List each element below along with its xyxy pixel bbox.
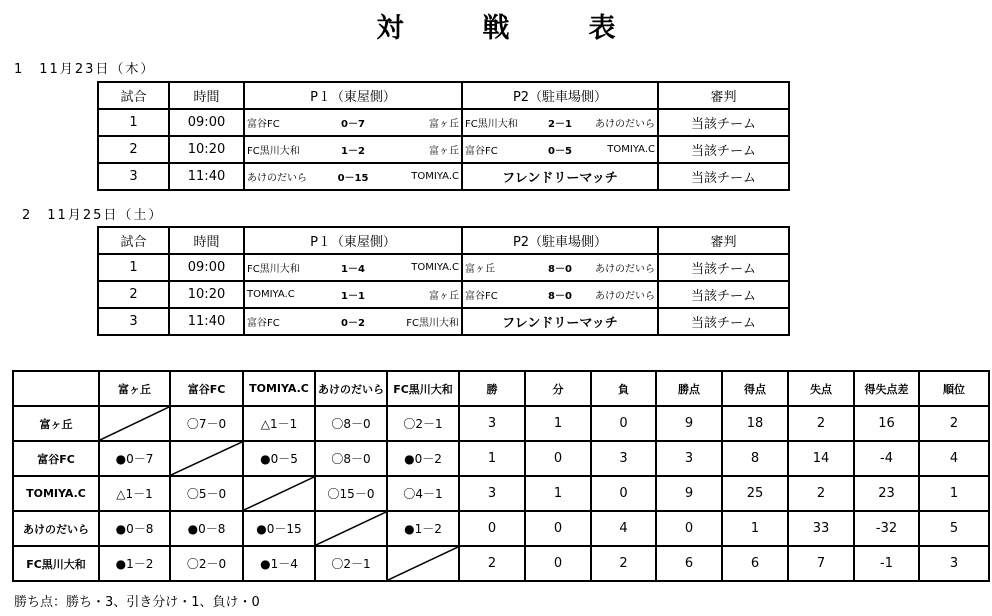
result-cell: ●1－2 bbox=[99, 546, 170, 581]
stat-goal-diff: -1 bbox=[854, 546, 919, 581]
stat-goal-diff: 16 bbox=[854, 406, 919, 441]
day1-label: 1 11月23日（木） bbox=[14, 62, 156, 77]
row-team: 富谷FC bbox=[13, 441, 99, 476]
score: 2－1 bbox=[548, 119, 572, 130]
match-time: 09:00 bbox=[169, 109, 244, 136]
match-no: 2 bbox=[98, 136, 169, 163]
match-time: 10:20 bbox=[169, 136, 244, 163]
stat-draws: 0 bbox=[525, 546, 591, 581]
stat-goal-diff: -32 bbox=[854, 511, 919, 546]
stat-goal-diff: -4 bbox=[854, 441, 919, 476]
away-team: 富ヶ丘 bbox=[429, 291, 459, 302]
stat-losses: 3 bbox=[591, 441, 656, 476]
standings-row bbox=[13, 406, 989, 441]
standings-row bbox=[13, 511, 989, 546]
stat-points: 0 bbox=[656, 511, 722, 546]
match-no: 2 bbox=[98, 281, 169, 308]
result-cell: 〇4－1 bbox=[387, 476, 459, 511]
stat-wins: 2 bbox=[459, 546, 525, 581]
stat-wins: 1 bbox=[459, 441, 525, 476]
stat-goals-against: 14 bbox=[788, 441, 854, 476]
referee: 当該チーム bbox=[658, 163, 789, 190]
header-p1: P１（東屋側） bbox=[244, 227, 462, 254]
stat-wins: 0 bbox=[459, 511, 525, 546]
home-team: TOMIYA.C bbox=[247, 289, 295, 300]
col-goal-diff: 得失点差 bbox=[854, 371, 919, 406]
stat-goals-for: 25 bbox=[722, 476, 788, 511]
stat-goals-against: 33 bbox=[788, 511, 854, 546]
stat-draws: 0 bbox=[525, 511, 591, 546]
standings-header-row bbox=[13, 371, 989, 406]
stat-losses: 4 bbox=[591, 511, 656, 546]
p1-match bbox=[244, 281, 462, 308]
away-team: あけのだいら bbox=[595, 119, 655, 130]
p2-match bbox=[462, 136, 658, 163]
col-draws: 分 bbox=[525, 371, 591, 406]
referee: 当該チーム bbox=[658, 136, 789, 163]
score: 8－0 bbox=[548, 264, 572, 275]
result-cell: ●1－4 bbox=[243, 546, 315, 581]
col-rank: 順位 bbox=[919, 371, 989, 406]
match-no: 1 bbox=[98, 109, 169, 136]
home-team: FC黒川大和 bbox=[247, 264, 300, 275]
referee: 当該チーム bbox=[658, 308, 789, 335]
referee: 当該チーム bbox=[658, 254, 789, 281]
match-no: 1 bbox=[98, 254, 169, 281]
result-cell: 〇5－0 bbox=[170, 476, 243, 511]
score: 0－15 bbox=[337, 173, 369, 184]
col-team: TOMIYA.C bbox=[243, 371, 315, 406]
home-team: 富ヶ丘 bbox=[465, 264, 495, 275]
match-time: 09:00 bbox=[169, 254, 244, 281]
stat-draws: 1 bbox=[525, 476, 591, 511]
away-team: 富ヶ丘 bbox=[429, 146, 459, 157]
stat-points: 9 bbox=[656, 406, 722, 441]
stat-goals-for: 6 bbox=[722, 546, 788, 581]
result-cell: ●0－7 bbox=[99, 441, 170, 476]
result-cell: 〇7－0 bbox=[170, 406, 243, 441]
away-team: 富ヶ丘 bbox=[429, 119, 459, 130]
self-cell bbox=[99, 406, 170, 441]
home-team: 富谷FC bbox=[465, 291, 498, 302]
row-team: 富ヶ丘 bbox=[13, 406, 99, 441]
result-cell: ●0－5 bbox=[243, 441, 315, 476]
row-team: FC黒川大和 bbox=[13, 546, 99, 581]
self-cell bbox=[387, 546, 459, 581]
match-no: 3 bbox=[98, 308, 169, 335]
schedule-row bbox=[98, 254, 789, 281]
p2-match bbox=[462, 281, 658, 308]
away-team: TOMIYA.C bbox=[411, 171, 459, 182]
col-team: 富ヶ丘 bbox=[99, 371, 170, 406]
header-p2: P2（駐車場側） bbox=[462, 227, 658, 254]
p1-match bbox=[244, 163, 462, 190]
match-time: 11:40 bbox=[169, 308, 244, 335]
score: 0－2 bbox=[341, 318, 365, 329]
stat-rank: 2 bbox=[919, 406, 989, 441]
col-goals-for: 得点 bbox=[722, 371, 788, 406]
result-cell: 〇2－1 bbox=[387, 406, 459, 441]
col-losses: 負 bbox=[591, 371, 656, 406]
stat-wins: 3 bbox=[459, 406, 525, 441]
away-team: あけのだいら bbox=[595, 291, 655, 302]
p1-match bbox=[244, 254, 462, 281]
stat-points: 9 bbox=[656, 476, 722, 511]
match-no: 3 bbox=[98, 163, 169, 190]
schedule-table-day1 bbox=[97, 81, 790, 191]
self-cell bbox=[170, 441, 243, 476]
header-referee: 審判 bbox=[658, 82, 789, 109]
stat-goals-against: 2 bbox=[788, 406, 854, 441]
match-time: 11:40 bbox=[169, 163, 244, 190]
result-cell: 〇8－0 bbox=[315, 441, 387, 476]
score: 0－5 bbox=[548, 146, 572, 157]
row-team: TOMIYA.C bbox=[13, 476, 99, 511]
result-cell: 〇15－0 bbox=[315, 476, 387, 511]
col-wins: 勝 bbox=[459, 371, 525, 406]
friendly-match: フレンドリーマッチ bbox=[462, 308, 658, 335]
stat-wins: 3 bbox=[459, 476, 525, 511]
self-cell bbox=[315, 511, 387, 546]
schedule-table-day2 bbox=[97, 226, 790, 336]
standings-row bbox=[13, 441, 989, 476]
header-p2: P2（駐車場側） bbox=[462, 82, 658, 109]
standings-table bbox=[12, 370, 990, 582]
col-goals-against: 失点 bbox=[788, 371, 854, 406]
stat-losses: 2 bbox=[591, 546, 656, 581]
stat-goals-for: 18 bbox=[722, 406, 788, 441]
result-cell: △1－1 bbox=[99, 476, 170, 511]
points-note: 勝ち点：勝ち・3、引き分け・1、負け・0 bbox=[14, 595, 260, 610]
p1-match bbox=[244, 136, 462, 163]
result-cell: 〇2－1 bbox=[315, 546, 387, 581]
home-team: 富谷FC bbox=[247, 119, 280, 130]
result-cell: ●1－2 bbox=[387, 511, 459, 546]
col-team: あけのだいら bbox=[315, 371, 387, 406]
schedule-row bbox=[98, 163, 789, 190]
stat-points: 6 bbox=[656, 546, 722, 581]
match-time: 10:20 bbox=[169, 281, 244, 308]
referee: 当該チーム bbox=[658, 109, 789, 136]
stat-draws: 1 bbox=[525, 406, 591, 441]
result-cell: △1－1 bbox=[243, 406, 315, 441]
stat-goals-for: 1 bbox=[722, 511, 788, 546]
standings-row bbox=[13, 476, 989, 511]
home-team: FC黒川大和 bbox=[247, 146, 300, 157]
header-match: 試合 bbox=[98, 227, 169, 254]
result-cell: ●0－8 bbox=[99, 511, 170, 546]
header-time: 時間 bbox=[169, 82, 244, 109]
friendly-match: フレンドリーマッチ bbox=[462, 163, 658, 190]
stat-goals-for: 8 bbox=[722, 441, 788, 476]
standings-row bbox=[13, 546, 989, 581]
home-team: 富谷FC bbox=[247, 318, 280, 329]
header-p1: P１（東屋側） bbox=[244, 82, 462, 109]
stat-losses: 0 bbox=[591, 476, 656, 511]
score: 1－1 bbox=[341, 291, 365, 302]
score: 0－7 bbox=[341, 119, 365, 130]
result-cell: ●0－15 bbox=[243, 511, 315, 546]
page-title: 対 戦 表 bbox=[376, 13, 642, 44]
home-team: 富谷FC bbox=[465, 146, 498, 157]
schedule-header-row bbox=[98, 82, 789, 109]
schedule-header-row bbox=[98, 227, 789, 254]
p1-match bbox=[244, 109, 462, 136]
header-referee: 審判 bbox=[658, 227, 789, 254]
home-team: FC黒川大和 bbox=[465, 119, 518, 130]
away-team: TOMIYA.C bbox=[411, 262, 459, 273]
stat-points: 3 bbox=[656, 441, 722, 476]
schedule-row bbox=[98, 308, 789, 335]
stat-rank: 3 bbox=[919, 546, 989, 581]
score: 1－4 bbox=[341, 264, 365, 275]
stat-rank: 4 bbox=[919, 441, 989, 476]
stat-goal-diff: 23 bbox=[854, 476, 919, 511]
p2-match bbox=[462, 254, 658, 281]
score: 1－2 bbox=[341, 146, 365, 157]
header-match: 試合 bbox=[98, 82, 169, 109]
score: 8－0 bbox=[548, 291, 572, 302]
stat-draws: 0 bbox=[525, 441, 591, 476]
self-cell bbox=[243, 476, 315, 511]
stat-rank: 1 bbox=[919, 476, 989, 511]
corner-cell bbox=[13, 371, 99, 406]
stat-goals-against: 7 bbox=[788, 546, 854, 581]
result-cell: 〇2－0 bbox=[170, 546, 243, 581]
p2-match bbox=[462, 109, 658, 136]
row-team: あけのだいら bbox=[13, 511, 99, 546]
stat-goals-against: 2 bbox=[788, 476, 854, 511]
away-team: TOMIYA.C bbox=[607, 144, 655, 155]
p1-match bbox=[244, 308, 462, 335]
home-team: あけのだいら bbox=[247, 173, 307, 184]
stat-rank: 5 bbox=[919, 511, 989, 546]
result-cell: ●0－2 bbox=[387, 441, 459, 476]
col-team: 富谷FC bbox=[170, 371, 243, 406]
away-team: FC黒川大和 bbox=[406, 318, 459, 329]
col-points: 勝点 bbox=[656, 371, 722, 406]
result-cell: 〇8－0 bbox=[315, 406, 387, 441]
schedule-row bbox=[98, 109, 789, 136]
result-cell: ●0－8 bbox=[170, 511, 243, 546]
referee: 当該チーム bbox=[658, 281, 789, 308]
away-team: あけのだいら bbox=[595, 264, 655, 275]
stat-losses: 0 bbox=[591, 406, 656, 441]
header-time: 時間 bbox=[169, 227, 244, 254]
schedule-row bbox=[98, 136, 789, 163]
day2-label: 2 11月25日（土） bbox=[22, 208, 164, 223]
schedule-row bbox=[98, 281, 789, 308]
col-team: FC黒川大和 bbox=[387, 371, 459, 406]
